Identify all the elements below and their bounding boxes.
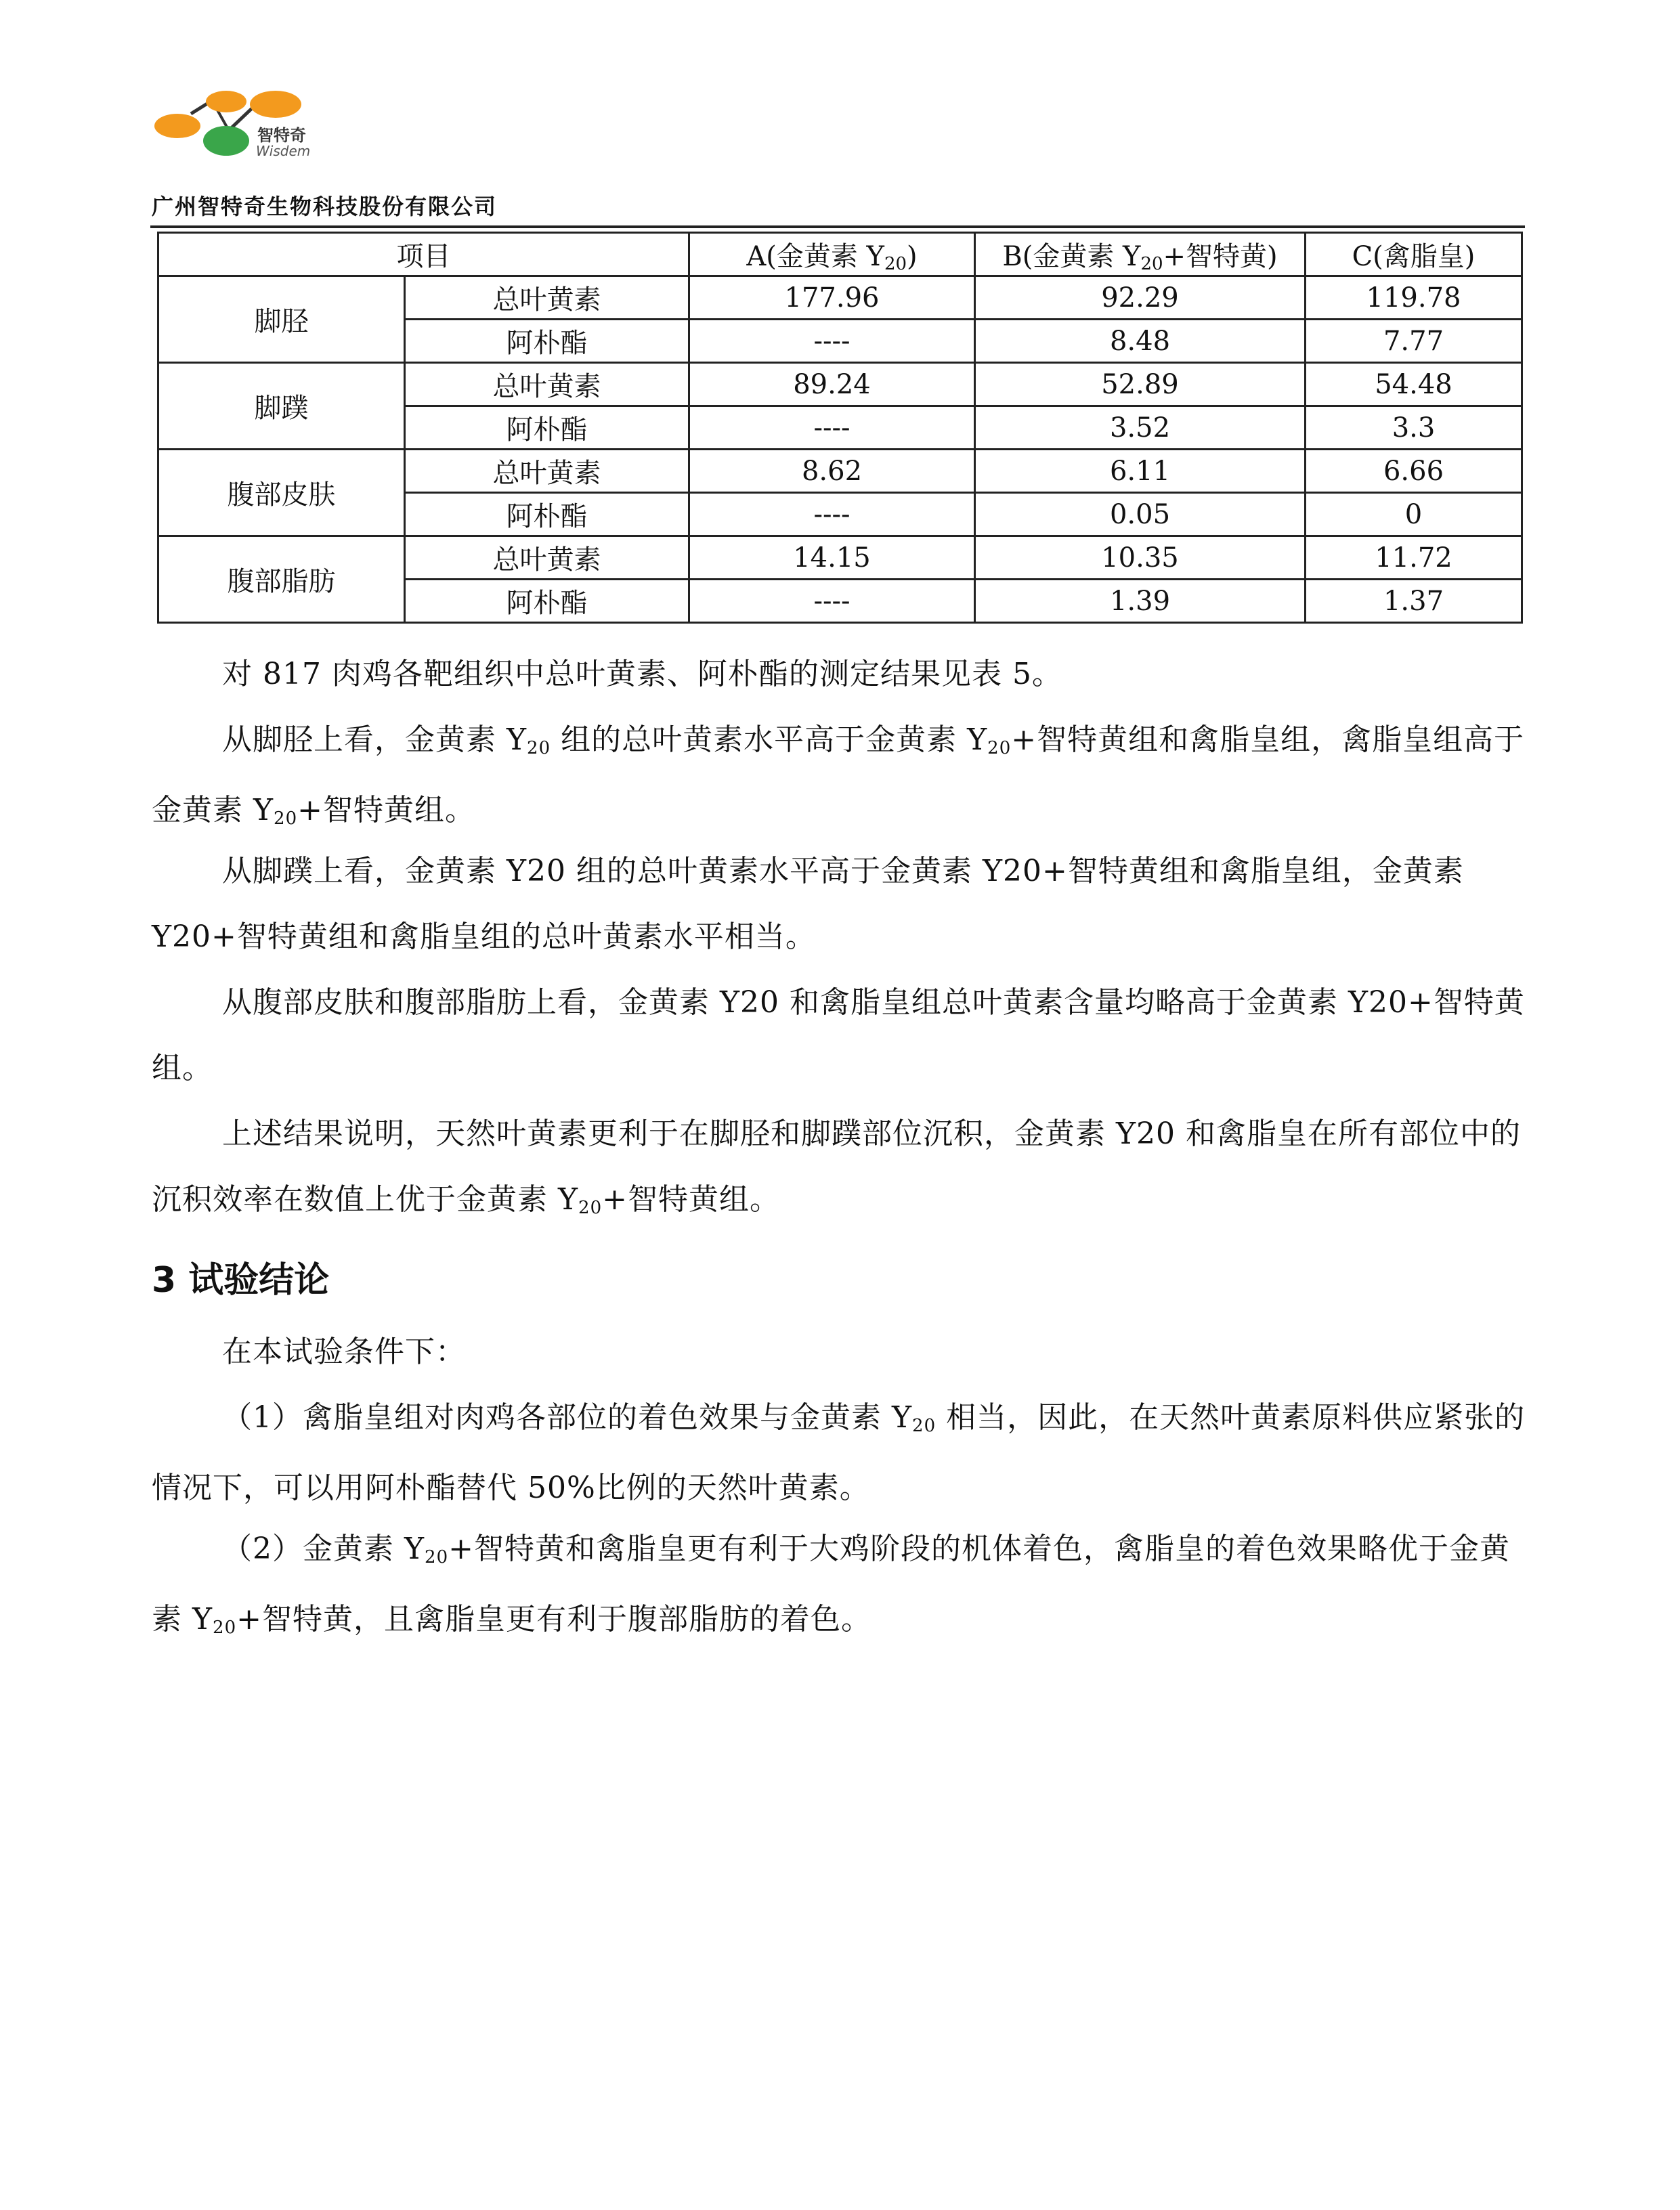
tissue-cell: 腹部脂肪 xyxy=(158,536,405,623)
value-cell: ---- xyxy=(689,320,975,363)
header-item: 项目 xyxy=(158,233,689,276)
tissue-cell: 脚蹼 xyxy=(158,363,405,450)
value-cell: 0 xyxy=(1306,493,1522,536)
header-rule xyxy=(150,225,1525,228)
table-header-row xyxy=(158,233,1522,276)
paragraph-shank: 从脚胫上看，金黄素 $Y_{20}$ 组的总叶黄素水平高于金黄素 $Y_{20}+$智特黄组和禽脂皇组，禽脂皇组高于金黄素 $Y_{20}+$智特黄组。 xyxy=(152,722,1525,829)
value-cell: 14.15 xyxy=(689,536,975,580)
value-cell: 92.29 xyxy=(975,276,1306,320)
value-cell: 6.66 xyxy=(1306,450,1522,493)
value-cell: 52.89 xyxy=(975,363,1306,406)
header-col-a: A(金黄素 $Y_{20}$) xyxy=(689,233,975,276)
metric-cell: 阿朴酯 xyxy=(405,406,689,450)
logo-en-text: Wisdem xyxy=(256,143,311,159)
section-heading: 3 试验结论 xyxy=(152,1260,330,1301)
value-cell: 8.62 xyxy=(689,450,975,493)
value-cell: 0.05 xyxy=(975,493,1306,536)
value-cell: 7.77 xyxy=(1306,320,1522,363)
value-cell: 11.72 xyxy=(1306,536,1522,580)
value-cell: 54.48 xyxy=(1306,363,1522,406)
value-cell: 8.48 xyxy=(975,320,1306,363)
value-cell: ---- xyxy=(689,406,975,450)
paragraph-web: 从脚蹼上看，金黄素 Y20 组的总叶黄素水平高于金黄素 Y20+智特黄组和禽脂皇组，金黄素 Y20+智特黄组和禽脂皇组的总叶黄素水平相当。 xyxy=(152,854,1464,954)
value-cell: 119.78 xyxy=(1306,276,1522,320)
tissue-cell: 腹部皮肤 xyxy=(158,450,405,536)
value-cell: 3.52 xyxy=(975,406,1306,450)
table-row xyxy=(158,276,1522,320)
value-cell: 6.11 xyxy=(975,450,1306,493)
logo-green-dot xyxy=(203,126,249,156)
paragraph-conditions: 在本试验条件下： xyxy=(222,1335,466,1369)
metric-cell: 阿朴酯 xyxy=(405,580,689,623)
table-row xyxy=(158,450,1522,493)
paragraph-summary: 上述结果说明，天然叶黄素更利于在脚胫和脚蹼部位沉积，金黄素 Y20 和禽脂皇在所有部位中的沉积效率在数值上优于金黄素 $Y_{20}+$智特黄组。 xyxy=(152,1117,1522,1218)
value-cell: ---- xyxy=(689,580,975,623)
company-logo xyxy=(150,88,353,162)
metric-cell: 总叶黄素 xyxy=(405,450,689,493)
header-col-c: C(禽脂皇) xyxy=(1306,233,1522,276)
value-cell: 177.96 xyxy=(689,276,975,320)
value-cell: 89.24 xyxy=(689,363,975,406)
logo-orange-dot xyxy=(206,91,246,112)
table-row xyxy=(158,363,1522,406)
logo-orange-dot xyxy=(154,114,200,138)
metric-cell: 阿朴酯 xyxy=(405,493,689,536)
metric-cell: 总叶黄素 xyxy=(405,363,689,406)
paragraph-conclusion-1: （1）禽脂皇组对肉鸡各部位的着色效果与金黄素 $Y_{20}$ 相当，因此，在天然叶黄素原料供应紧张的情况下，可以用阿朴酯替代 50%比例的天然叶黄素。 xyxy=(152,1400,1526,1505)
company-name: 广州智特奇生物科技股份有限公司 xyxy=(152,194,498,219)
metric-cell: 阿朴酯 xyxy=(405,320,689,363)
logo-orange-dot xyxy=(250,91,301,118)
logo-cn-text: 智特奇 xyxy=(257,126,306,145)
tissue-cell: 脚胫 xyxy=(158,276,405,363)
value-cell: 1.39 xyxy=(975,580,1306,623)
value-cell: 1.37 xyxy=(1306,580,1522,623)
value-cell: 10.35 xyxy=(975,536,1306,580)
results-table xyxy=(157,232,1523,624)
paragraph-table-intro: 对 817 肉鸡各靶组织中总叶黄素、阿朴酯的测定结果见表 5。 xyxy=(222,657,1062,691)
header-col-b: B(金黄素 $Y_{20}+$智特黄) xyxy=(975,233,1306,276)
value-cell: 3.3 xyxy=(1306,406,1522,450)
metric-cell: 总叶黄素 xyxy=(405,276,689,320)
value-cell: ---- xyxy=(689,493,975,536)
paragraph-abdomen: 从腹部皮肤和腹部脂肪上看，金黄素 Y20 和禽脂皇组总叶黄素含量均略高于金黄素 Y20+智特黄组。 xyxy=(152,985,1525,1085)
paragraph-conclusion-2: （2）金黄素 $Y_{20}+$智特黄和禽脂皇更有利于大鸡阶段的机体着色，禽脂皇的着色效果略优于金黄素 $Y_{20}+$智特黄，且禽脂皇更有利于腹部脂肪的着色。 xyxy=(152,1532,1510,1638)
table-row xyxy=(158,536,1522,580)
metric-cell: 总叶黄素 xyxy=(405,536,689,580)
